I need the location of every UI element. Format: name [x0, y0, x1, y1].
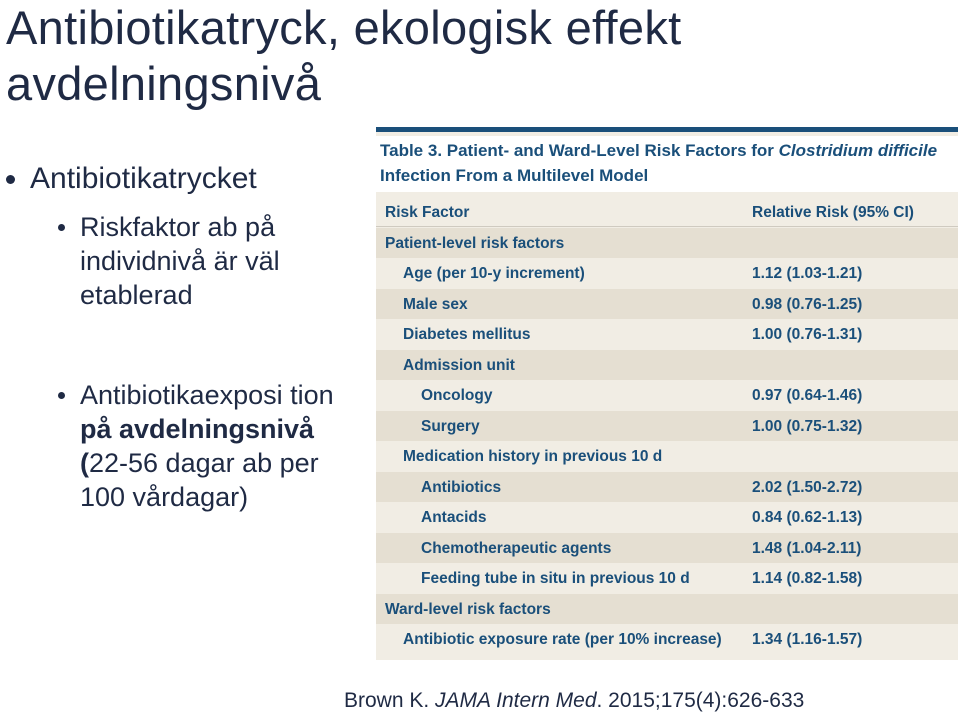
table-row	[376, 502, 958, 532]
slide-title	[6, 0, 681, 112]
row-label: Antibiotic exposure rate (per 10% increase)	[403, 631, 722, 648]
bullet-sub-2-text-b: 22-56 dagar ab per 100 vårdagar)	[80, 448, 319, 512]
row-label: Admission unit	[403, 357, 515, 374]
row-label: Age (per 10-y increment)	[403, 265, 585, 282]
row-value: 1.00 (0.76-1.31)	[752, 326, 863, 343]
row-value: 1.34 (1.16-1.57)	[752, 631, 863, 648]
table-row	[376, 289, 958, 319]
bullet-sub-2	[80, 378, 342, 514]
row-value: 0.98 (0.76-1.25)	[752, 296, 863, 313]
row-label: Ward-level risk factors	[385, 601, 551, 618]
row-label: Antibiotics	[421, 479, 502, 496]
row-label: Antacids	[421, 509, 487, 526]
title-line-1: Antibiotikatryck, ekologisk effekt	[6, 1, 682, 54]
row-label: Patient-level risk factors	[385, 235, 565, 252]
row-value: 1.12 (1.03-1.21)	[752, 265, 863, 282]
row-label: Oncology	[421, 387, 493, 404]
bullet-main: Antibiotikatrycket	[30, 160, 257, 198]
table-row	[376, 441, 958, 471]
table-row	[376, 350, 958, 380]
bullet-sub-1: Riskfaktor ab på individnivå är väl etablerad	[80, 210, 342, 312]
row-value: 0.84 (0.62-1.13)	[752, 509, 863, 526]
row-label: Medication history in previous 10 d	[403, 448, 663, 465]
citation-journal: JAMA Intern Med	[435, 689, 597, 712]
table-row	[376, 594, 958, 624]
table-row	[376, 563, 958, 593]
row-label: Chemotherapeutic agents	[421, 540, 612, 557]
row-value: 1.48 (1.04-2.11)	[752, 540, 862, 557]
bullet-sub-2-text-a: Antibiotikaexposi tion	[80, 380, 334, 410]
table-row	[376, 624, 958, 654]
table-row	[376, 411, 958, 441]
table-row	[376, 380, 958, 410]
row-label: Diabetes mellitus	[403, 326, 531, 343]
caption-italic: Clostridium difficile	[778, 141, 938, 160]
table-row	[376, 472, 958, 502]
caption-text-a: Table 3. Patient- and Ward-Level Risk Factors for	[380, 141, 779, 160]
title-line-2: avdelningsnivå	[6, 57, 322, 110]
risk-factor-table	[376, 127, 958, 660]
header-relative-risk: Relative Risk (95% CI)	[752, 204, 914, 221]
row-value: 1.14 (0.82-1.58)	[752, 570, 863, 587]
row-value: 0.97 (0.64-1.46)	[752, 387, 863, 404]
citation-rest: . 2015;175(4):626-633	[596, 689, 805, 712]
table-row	[376, 258, 958, 288]
table-row	[376, 533, 958, 563]
citation	[344, 686, 804, 716]
row-label: Surgery	[421, 418, 480, 435]
header-risk-factor: Risk Factor	[385, 204, 470, 221]
header-divider	[376, 226, 958, 227]
row-label: Feeding tube in situ in previous 10 d	[421, 570, 690, 587]
table-header	[376, 200, 958, 226]
table-row	[376, 228, 958, 258]
citation-author: Brown K.	[344, 689, 436, 712]
table-row	[376, 319, 958, 349]
row-value: 2.02 (1.50-2.72)	[752, 479, 863, 496]
bullet-sub-2-bold: på avdelningsnivå (	[80, 414, 315, 478]
caption-text-b: Infection From a Multilevel Model	[380, 166, 649, 185]
table-caption	[376, 136, 958, 192]
row-label: Male sex	[403, 296, 468, 313]
row-value: 1.00 (0.75-1.32)	[752, 418, 863, 435]
